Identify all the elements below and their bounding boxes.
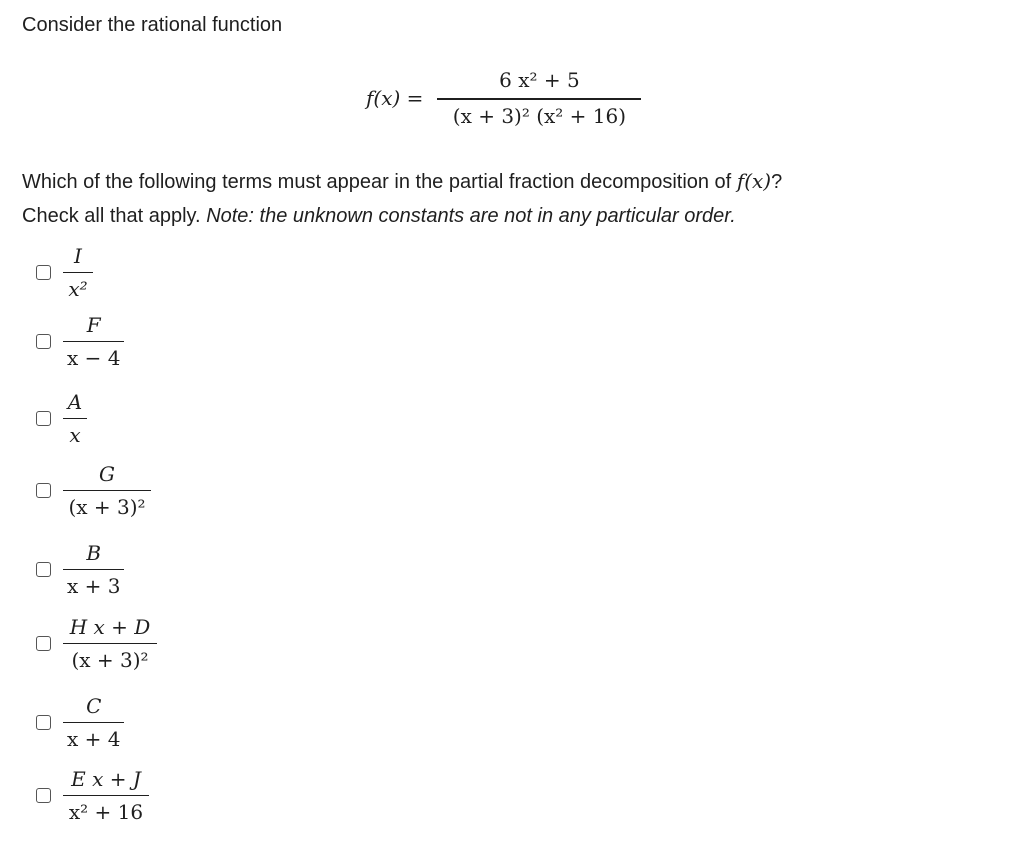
option-numerator: C xyxy=(86,694,102,718)
option-denominator: x − 4 xyxy=(67,346,121,371)
option-6[interactable] xyxy=(36,615,157,672)
option-numerator: G xyxy=(99,462,115,486)
option-3-checkbox[interactable] xyxy=(36,411,51,426)
question-prefix: Which of the following terms must appear in the partial fraction decomposition of xyxy=(22,171,732,193)
question-fx: f(x) xyxy=(736,169,772,193)
option-denominator: x xyxy=(69,423,81,448)
option-2-checkbox[interactable] xyxy=(36,334,51,349)
option-2[interactable] xyxy=(36,313,124,370)
option-denominator: x² + 16 xyxy=(68,800,144,825)
option-7-fraction xyxy=(63,694,124,751)
function-numerator: 6 x² + 5 xyxy=(499,68,580,93)
option-4-checkbox[interactable] xyxy=(36,483,51,498)
option-denominator: x² xyxy=(68,277,88,302)
option-6-fraction xyxy=(63,615,157,672)
option-4-fraction xyxy=(63,462,151,519)
option-5-fraction xyxy=(63,541,124,598)
note-text: Note: the unknown constants are not in any particular order. xyxy=(206,205,736,227)
intro-text: Consider the rational function xyxy=(22,14,283,36)
function-formula xyxy=(366,62,641,134)
option-8-fraction xyxy=(63,767,149,824)
question-text xyxy=(22,164,1002,233)
option-denominator: (x + 3)² xyxy=(68,495,146,520)
option-denominator: (x + 3)² xyxy=(71,648,149,673)
option-4[interactable] xyxy=(36,462,151,519)
option-3-fraction xyxy=(63,390,87,447)
option-3[interactable] xyxy=(36,390,87,447)
option-numerator: F xyxy=(86,313,101,337)
option-numerator: E x + J xyxy=(71,767,141,791)
option-1-checkbox[interactable] xyxy=(36,265,51,280)
option-7-checkbox[interactable] xyxy=(36,715,51,730)
option-5[interactable] xyxy=(36,541,124,598)
option-numerator: B xyxy=(86,541,102,565)
option-7[interactable] xyxy=(36,694,124,751)
option-denominator: x + 4 xyxy=(67,727,121,752)
option-8-checkbox[interactable] xyxy=(36,788,51,803)
option-numerator: I xyxy=(74,244,82,268)
option-numerator: A xyxy=(67,390,83,414)
option-1-fraction xyxy=(63,244,93,301)
function-fraction xyxy=(437,68,641,127)
function-lhs: f(x) = xyxy=(366,86,424,110)
option-5-checkbox[interactable] xyxy=(36,562,51,577)
option-denominator: x + 3 xyxy=(67,574,121,599)
question-suffix: ? xyxy=(771,171,783,193)
option-1[interactable] xyxy=(36,244,93,301)
option-numerator: H x + D xyxy=(69,615,151,639)
option-2-fraction xyxy=(63,313,124,370)
check-all-text: Check all that apply. xyxy=(22,205,201,227)
function-denominator: (x + 3)² (x² + 16) xyxy=(452,103,627,128)
option-8[interactable] xyxy=(36,767,149,824)
option-6-checkbox[interactable] xyxy=(36,636,51,651)
